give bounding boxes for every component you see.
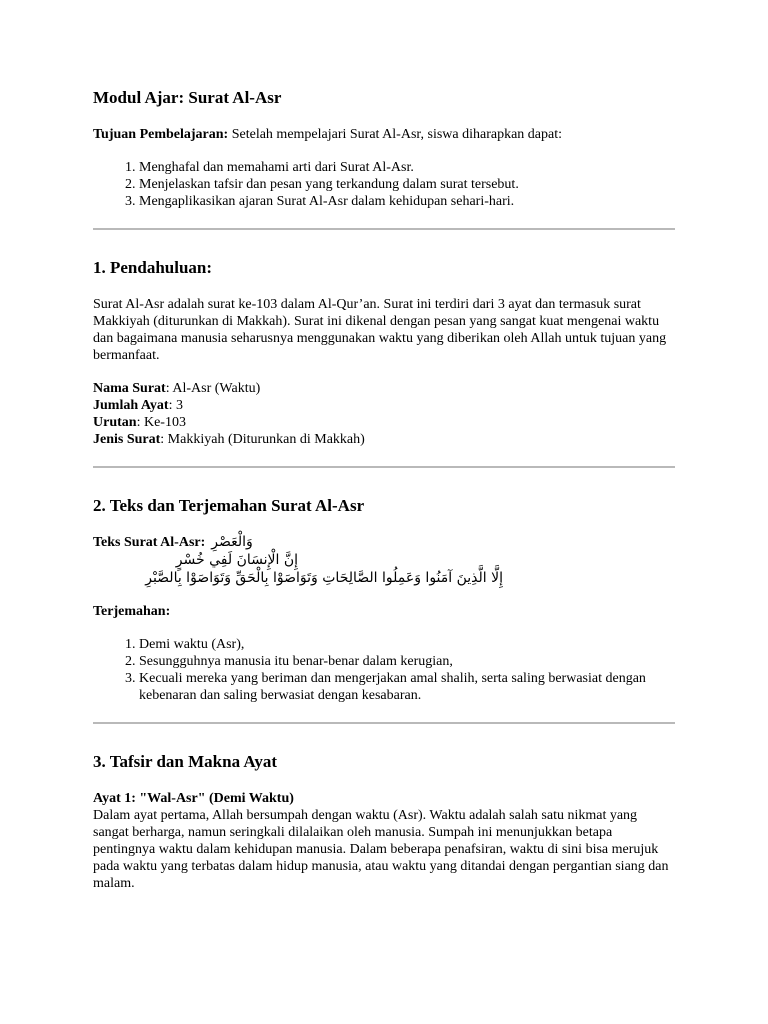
- list-item: 3. Kecuali mereka yang beriman dan mengerjakan amal shalih, serta saling berwasiat dengan kebenaran dan saling berwasiat dengan kesabaran.: [139, 670, 675, 704]
- arabic-text-block: [93, 534, 675, 587]
- list-item: 3. Mengaplikasikan ajaran Surat Al-Asr dalam kehidupan sehari-hari.: [139, 193, 675, 210]
- objective-label: Tujuan Pembelajaran:: [93, 127, 229, 142]
- divider: [93, 228, 675, 230]
- meta-label: Jenis Surat: [93, 432, 161, 447]
- ayat1-paragraph: Dalam ayat pertama, Allah bersumpah dengan waktu (Asr). Waktu adalah salah satu nikmat yang sangat berharga, namun seringkali dilalaikan oleh manusia. Sumpah ini menunjukkan betapa pentingnya waktu dalam kehidupan manusia. Dalam beberapa penafsiran, waktu di sini bisa merujuk pada waktu yang terbatas dalam hidup manusia, atau waktu yang ditandai dengan pergantian siang dan malam.: [93, 808, 669, 891]
- list-item: 2. Menjelaskan tafsir dan pesan yang terkandung dalam surat tersebut.: [139, 176, 675, 193]
- pendahuluan-paragraph: Surat Al-Asr adalah surat ke-103 dalam Al-Qur’an. Surat ini terdiri dari 3 ayat dan termasuk surat Makkiyah (diturunkan di Makkah). Surat ini dikenal dengan pesan yang sangat kuat mengenai waktu dan bagaimana manusia seharusnya menggunakan waktu yang diberikan oleh Allah untuk tujuan yang bermanfaat.: [93, 297, 667, 363]
- meta-value: : Makkiyah (Diturunkan di Makkah): [160, 432, 365, 447]
- arabic-verse-3: إِلَّا الَّذِينَ آمَنُوا وَعَمِلُوا الصَّالِحَاتِ وَتَوَاصَوْا بِالْحَقِّ وَتَوَاصَوْا بِالصَّبْرِ: [145, 570, 503, 586]
- list-item: 1. Demi waktu (Asr),: [139, 636, 675, 653]
- meta-value: : Al-Asr (Waktu): [165, 381, 261, 396]
- list-item: 2. Sesungguhnya manusia itu benar-benar dalam kerugian,: [139, 653, 675, 670]
- meta-value: : 3: [168, 398, 183, 413]
- section-heading-tafsir: 3. Tafsir dan Makna Ayat: [93, 752, 278, 771]
- meta-row: [93, 397, 675, 414]
- page-title: Modul Ajar: Surat Al-Asr: [93, 88, 282, 107]
- arabic-verse-1: وَالْعَصْرِ: [211, 534, 253, 550]
- teks-first-line: [93, 534, 675, 551]
- teks-label: Teks Surat Al-Asr:: [93, 535, 206, 550]
- meta-row: [93, 431, 675, 448]
- divider: [93, 722, 675, 724]
- meta-label: Nama Surat: [93, 381, 166, 396]
- translation-list: [93, 636, 675, 704]
- divider: [93, 466, 675, 468]
- meta-value: : Ke-103: [136, 415, 186, 430]
- objective-text: Setelah mempelajari Surat Al-Asr, siswa diharapkan dapat:: [228, 127, 563, 142]
- terjemahan-label-row: [93, 603, 675, 620]
- ayat1-label: Ayat 1: "Wal-Asr" (Demi Waktu): [93, 791, 294, 806]
- arabic-verse-2: إِنَّ الْإِنسَانَ لَفِي خُسْرٍ: [175, 552, 298, 568]
- meta-label: Urutan: [93, 415, 137, 430]
- meta-label: Jumlah Ayat: [93, 398, 169, 413]
- section-heading-teks: 2. Teks dan Terjemahan Surat Al-Asr: [93, 496, 365, 515]
- ayat1-heading-row: [93, 790, 675, 807]
- section-heading-pendahuluan: 1. Pendahuluan:: [93, 258, 213, 277]
- meta-row: [93, 380, 675, 397]
- terjemahan-label: Terjemahan:: [93, 604, 171, 619]
- surah-meta: [93, 380, 675, 448]
- objective-paragraph: [93, 126, 675, 143]
- meta-row: [93, 414, 675, 431]
- objective-list: [93, 159, 675, 210]
- list-item: 1. Menghafal dan memahami arti dari Surat Al-Asr.: [139, 159, 675, 176]
